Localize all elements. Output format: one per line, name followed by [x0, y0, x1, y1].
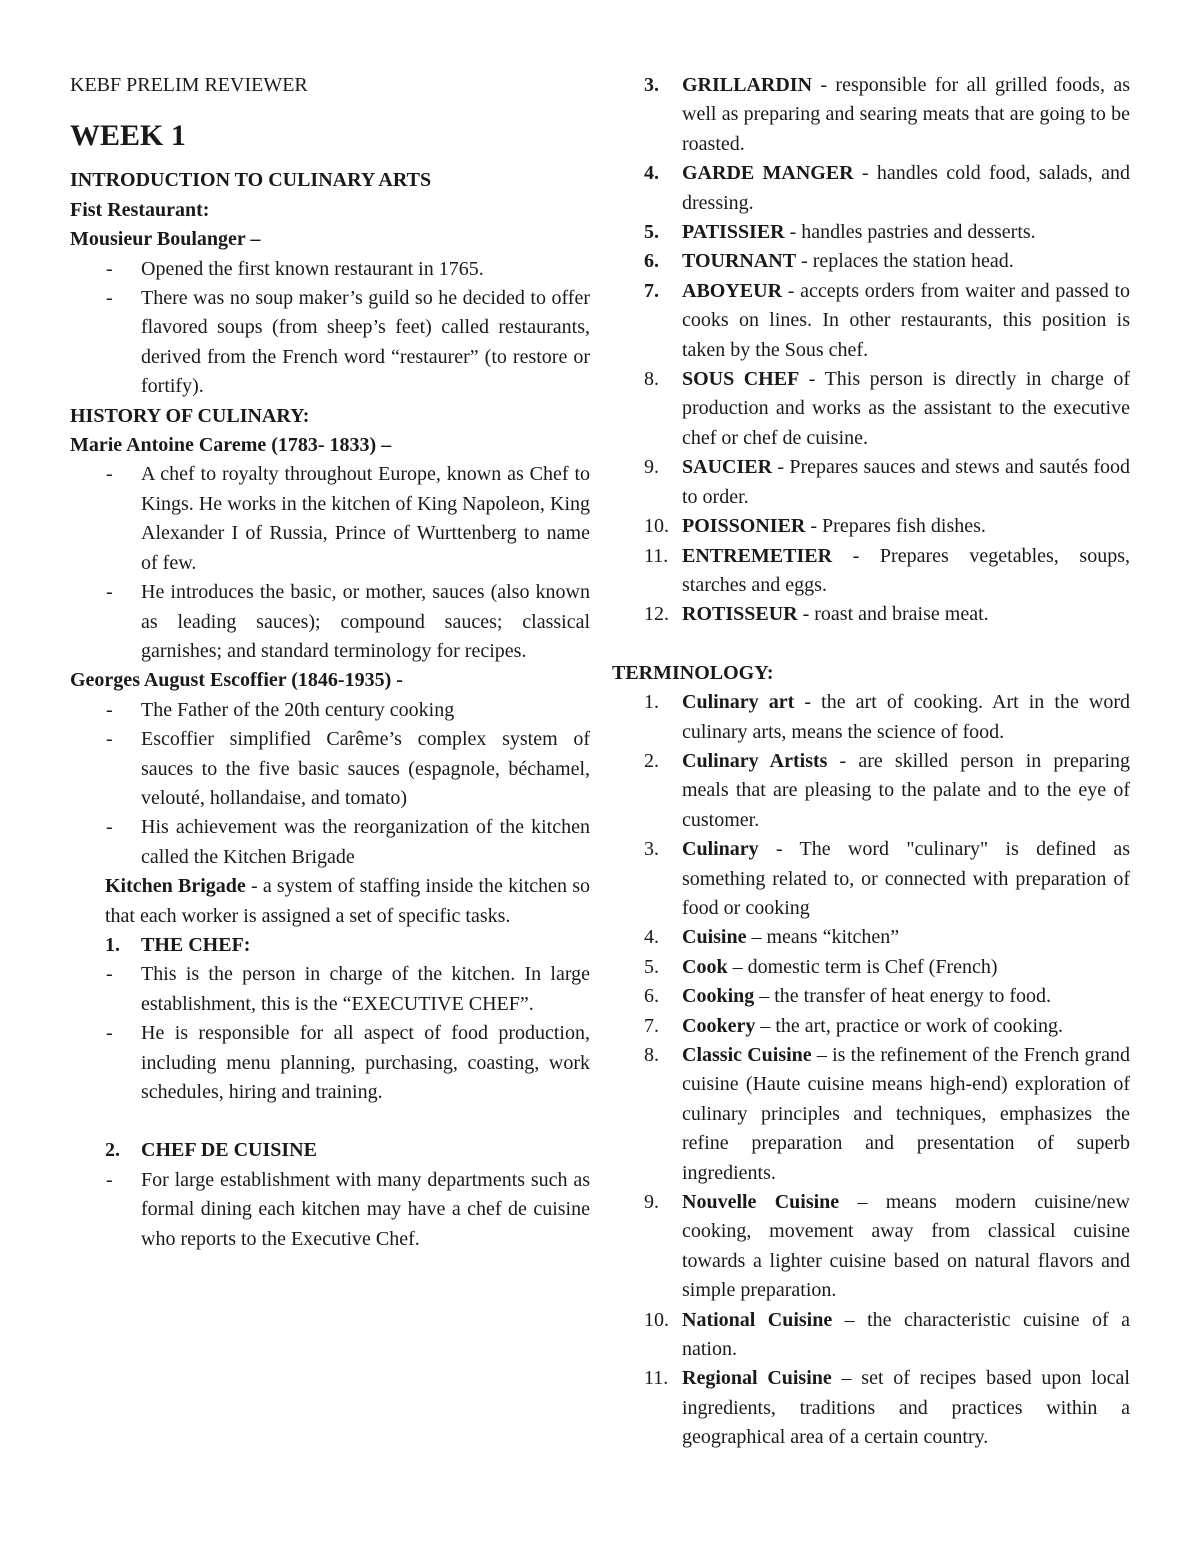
list-item: - The Father of the 20th century cooking: [141, 696, 590, 725]
list-item: 8. SOUS CHEF - This person is directly in charge of production and works as the assistant to the executive chef or chef de cuisine.: [644, 368, 1130, 449]
list-item: 10. POISSONIER - Prepares fish dishes.: [644, 515, 986, 538]
brigade-role-chef-de-cuisine: 2. CHEF DE CUISINE: [105, 1139, 317, 1162]
left-column: [70, 71, 590, 1254]
list-item: 7. ABOYEUR - accepts orders from waiter and passed to cooks on lines. In other restaurants, this position is taken by the Sous chef.: [644, 279, 1130, 361]
boulanger-list: [70, 255, 590, 402]
list-item: - A chef to royalty throughout Europe, known as Chef to Kings. He works in the kitchen of King Napoleon, King Alexander I of Russia, Prince of Wurttenberg to name of few.: [141, 460, 590, 578]
history-heading: HISTORY OF CULINARY:: [70, 404, 310, 427]
brigade-roles-list: [612, 71, 1130, 630]
list-item: 7. Cookery – the art, practice or work of cooking.: [644, 1014, 1063, 1037]
right-column: [612, 71, 1130, 1453]
careme-list: [70, 460, 590, 666]
list-item: - He introduces the basic, or mother, sauces (also known as leading sauces); compound sauces; classical garnishes; and standard terminology for recipes.: [141, 578, 590, 666]
list-item: 4. Cuisine – means “kitchen”: [644, 926, 900, 949]
escoffier-heading: Georges August Escoffier (1846-1935) -: [70, 669, 403, 692]
list-item: - He is responsible for all aspect of food production, including menu planning, purchasing, coasting, work schedules, hiring and training.: [141, 1019, 590, 1107]
list-item: 6. Cooking – the transfer of heat energy to food.: [644, 985, 1051, 1008]
list-item: 8. Classic Cuisine – is the refinement of the French grand cuisine (Haute cuisine means high-end) exploration of culinary principles and techniques, emphasizes the refine preparation and presentation of superb ingredients.: [644, 1044, 1130, 1184]
list-item: 11. ENTREMETIER - Prepares vegetables, soups, starches and eggs.: [644, 544, 1130, 596]
kitchen-brigade-definition: [105, 872, 590, 931]
list-item: - Escoffier simplified Carême’s complex system of sauces to the five basic sauces (espagnole, béchamel, velouté, hollandaise, and tomato): [141, 725, 590, 813]
terminology-heading: TERMINOLOGY:: [612, 661, 774, 684]
list-item: - His achievement was the reorganization of the kitchen called the Kitchen Brigade: [141, 813, 590, 872]
list-item: 6. TOURNANT - replaces the station head.: [644, 250, 1014, 273]
list-item: 10. National Cuisine – the characteristic cuisine of a nation.: [644, 1308, 1130, 1361]
document-title: KEBF PRELIM REVIEWER: [70, 74, 308, 96]
list-item: 5. Cook – domestic term is Chef (French): [644, 955, 998, 978]
chef-de-cuisine-list: [70, 1166, 590, 1254]
first-restaurant-label: Fist Restaurant:: [70, 198, 210, 221]
list-item: - There was no soup maker’s guild so he decided to offer flavored soups (from sheep’s feet) called restaurants, derived from the French word “restaurer” (to restore or fortify).: [141, 284, 590, 402]
list-item: 3. GRILLARDIN - responsible for all grilled foods, as well as preparing and searing meats that are going to be roasted.: [644, 74, 1130, 155]
week-heading: WEEK 1: [70, 119, 186, 153]
escoffier-list: [70, 696, 590, 872]
list-item: 12. ROTISSEUR - roast and braise meat.: [644, 603, 989, 626]
list-item: 3. Culinary - The word "culinary" is defined as something related to, or connected with preparation of food or cooking: [644, 838, 1130, 919]
list-item: 9. Nouvelle Cuisine – means modern cuisine/new cooking, movement away from classical cuisine towards a lighter cuisine based on natural flavors and simple preparation.: [644, 1191, 1130, 1302]
list-item: 5. PATISSIER - handles pastries and desserts.: [644, 221, 1036, 244]
kitchen-brigade-text: - a system of staffing inside the kitchen so that each worker is assigned a set of specific tasks.: [105, 875, 591, 927]
careme-heading: Marie Antoine Careme (1783- 1833) –: [70, 434, 392, 457]
list-item: - For large establishment with many departments such as formal dining each kitchen may have a chef de cuisine who reports to the Executive Chef.: [141, 1166, 590, 1254]
list-item: 11. Regional Cuisine – set of recipes based upon local ingredients, traditions and practices within a geographical area of a certain country.: [644, 1367, 1130, 1449]
boulanger-heading: Mousieur Boulanger –: [70, 228, 261, 251]
list-item: - This is the person in charge of the kitchen. In large establishment, this is the “EXECUTIVE CHEF”.: [141, 960, 590, 1019]
chef-list: [70, 960, 590, 1107]
section-heading-intro: INTRODUCTION TO CULINARY ARTS: [70, 169, 432, 192]
list-item: 4. GARDE MANGER - handles cold food, salads, and dressing.: [644, 162, 1130, 214]
brigade-role-chef: 1. THE CHEF:: [105, 933, 251, 956]
list-item: 9. SAUCIER - Prepares sauces and stews and sautés food to order.: [644, 456, 1130, 508]
list-item: - Opened the first known restaurant in 1765.: [141, 255, 590, 284]
list-item: 1. Culinary art - the art of cooking. Art in the word culinary arts, means the science of food.: [644, 691, 1131, 743]
kitchen-brigade-term: Kitchen Brigade: [105, 875, 246, 898]
list-item: 2. Culinary Artists - are skilled person in preparing meals that are pleasing to the palate and to the eye of customer.: [644, 749, 1130, 831]
terminology-list: [612, 688, 1130, 1453]
